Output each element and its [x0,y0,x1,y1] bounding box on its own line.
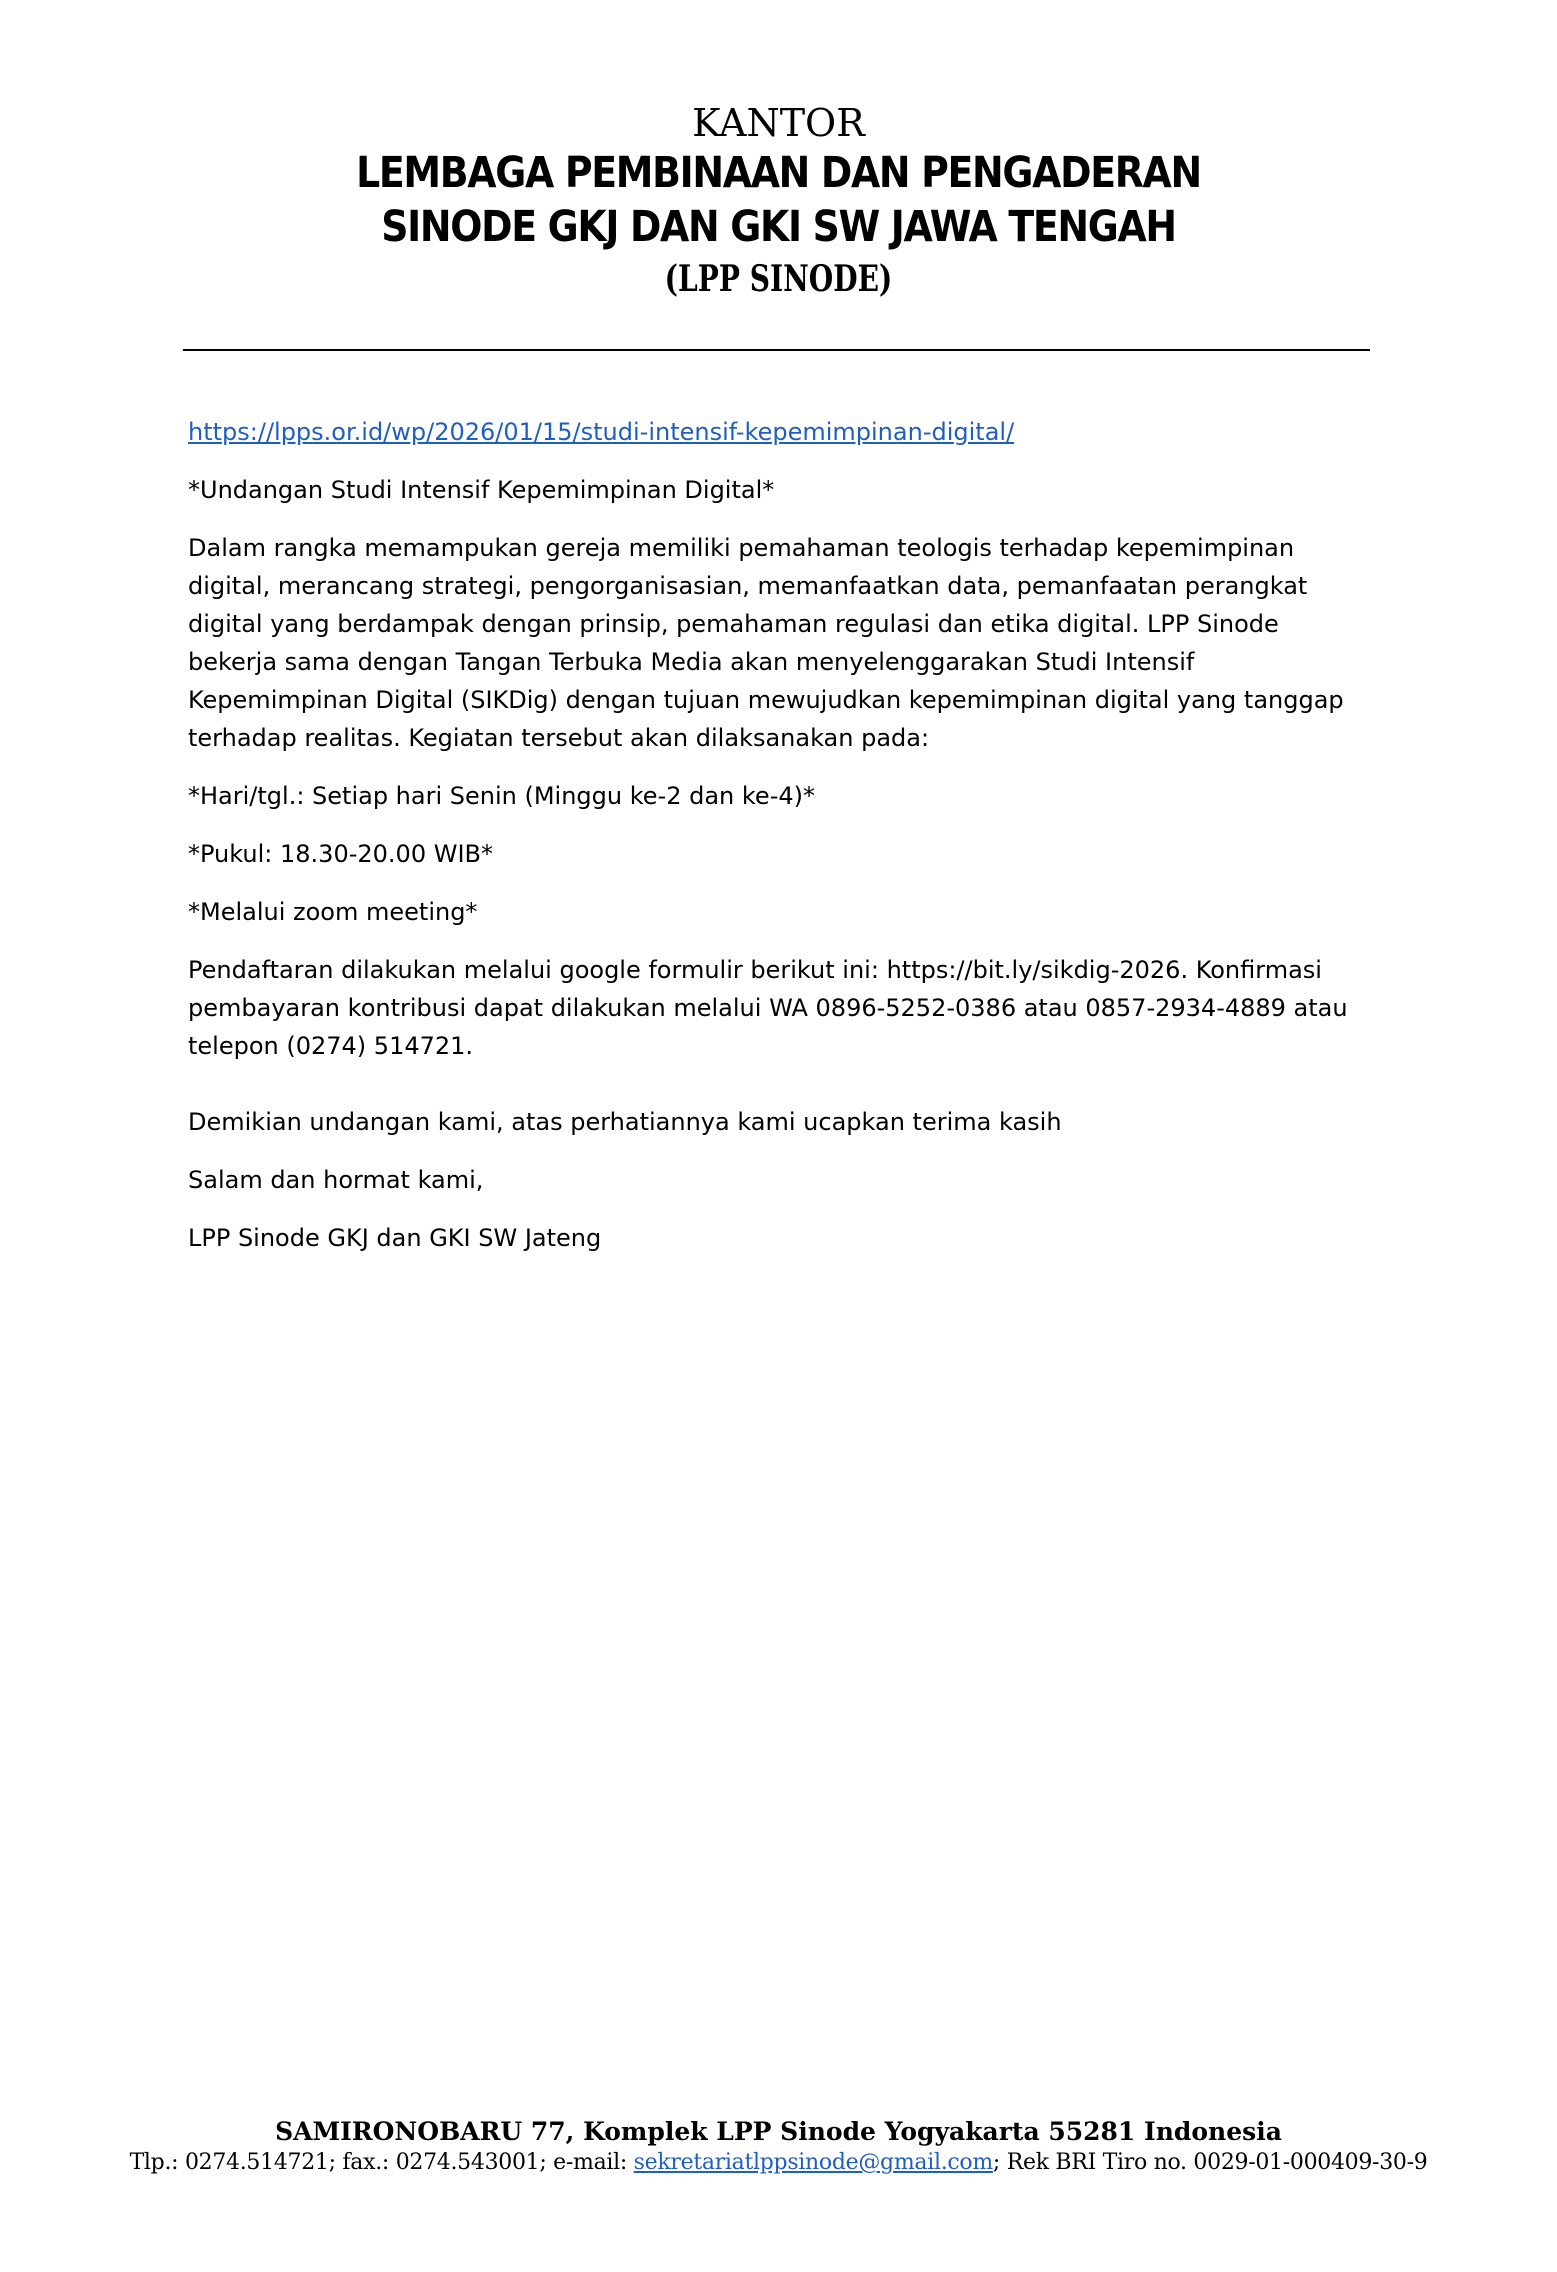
footer-address: SAMIRONOBARU 77, Komplek LPP Sinode Yogyakarta 55281 Indonesia [275,2117,1282,2146]
letterhead-subtitle: (LPP SINODE) [664,258,893,300]
schedule-day: *Hari/tgl.: Setiap hari Senin (Minggu ke-2 dan ke-4)* [188,782,815,810]
letter-body [188,413,1373,1277]
article-link[interactable]: https://lpps.or.id/wp/2026/01/15/studi-intensif-kepemimpinan-digital/ [188,418,1015,446]
schedule-place: *Melalui zoom meeting* [188,898,478,926]
registration-paragraph: Pendaftaran dilakukan melalui google formulir berikut ini: https://bit.ly/sikdig-2026. Konfirmasi pembayaran kontribusi dapat dilakukan melalui WA 0896-5252-0386 atau 0857-2934-4889 atau telepon (0274) 514721. [188,956,1348,1060]
letterhead-divider [183,349,1370,351]
footer [0,2116,1557,2178]
footer-email-link[interactable]: sekretariatlppsinode@gmail.com [633,2150,993,2175]
letterhead-title-line1: LEMBAGA PEMBINAAN DAN PENGADERAN [356,148,1201,198]
footer-contact-prefix: Tlp.: 0274.514721; fax.: 0274.543001; e-mail: [129,2150,634,2175]
article-link-paragraph [188,413,1373,451]
invitation-title: *Undangan Studi Intensif Kepemimpinan Digital* [188,476,775,504]
schedule-time: *Pukul: 18.30-20.00 WIB* [188,840,493,868]
closing-sentence: Demikian undangan kami, atas perhatiannya kami ucapkan terima kasih [188,1108,1062,1136]
greeting: Salam dan hormat kami, [188,1166,484,1194]
footer-contact-suffix: ; Rek BRI Tiro no. 0029-01-000409-30-9 [992,2150,1428,2175]
intro-paragraph: Dalam rangka memampukan gereja memiliki pemahaman teologis terhadap kepemimpinan digital, merancang strategi, pengorganisasian, memanfaatkan data, pemanfaatan perangkat digital yang berdampak dengan prinsip, pemahaman regulasi dan etika digital. LPP Sinode bekerja sama dengan Tangan Terbuka Media akan menyelenggarakan Studi Intensif Kepemimpinan Digital (SIKDig) dengan tujuan mewujudkan kepemimpinan digital yang tanggap terhadap realitas. Kegiatan tersebut akan dilaksanakan pada: [188,534,1344,752]
footer-contact [0,2148,1557,2178]
letterhead [0,100,1557,302]
letterhead-kantor: KANTOR [692,101,865,145]
signature: LPP Sinode GKJ dan GKI SW Jateng [188,1224,602,1252]
letterhead-title-line2: SINODE GKJ DAN GKI SW JAWA TENGAH [381,202,1176,252]
